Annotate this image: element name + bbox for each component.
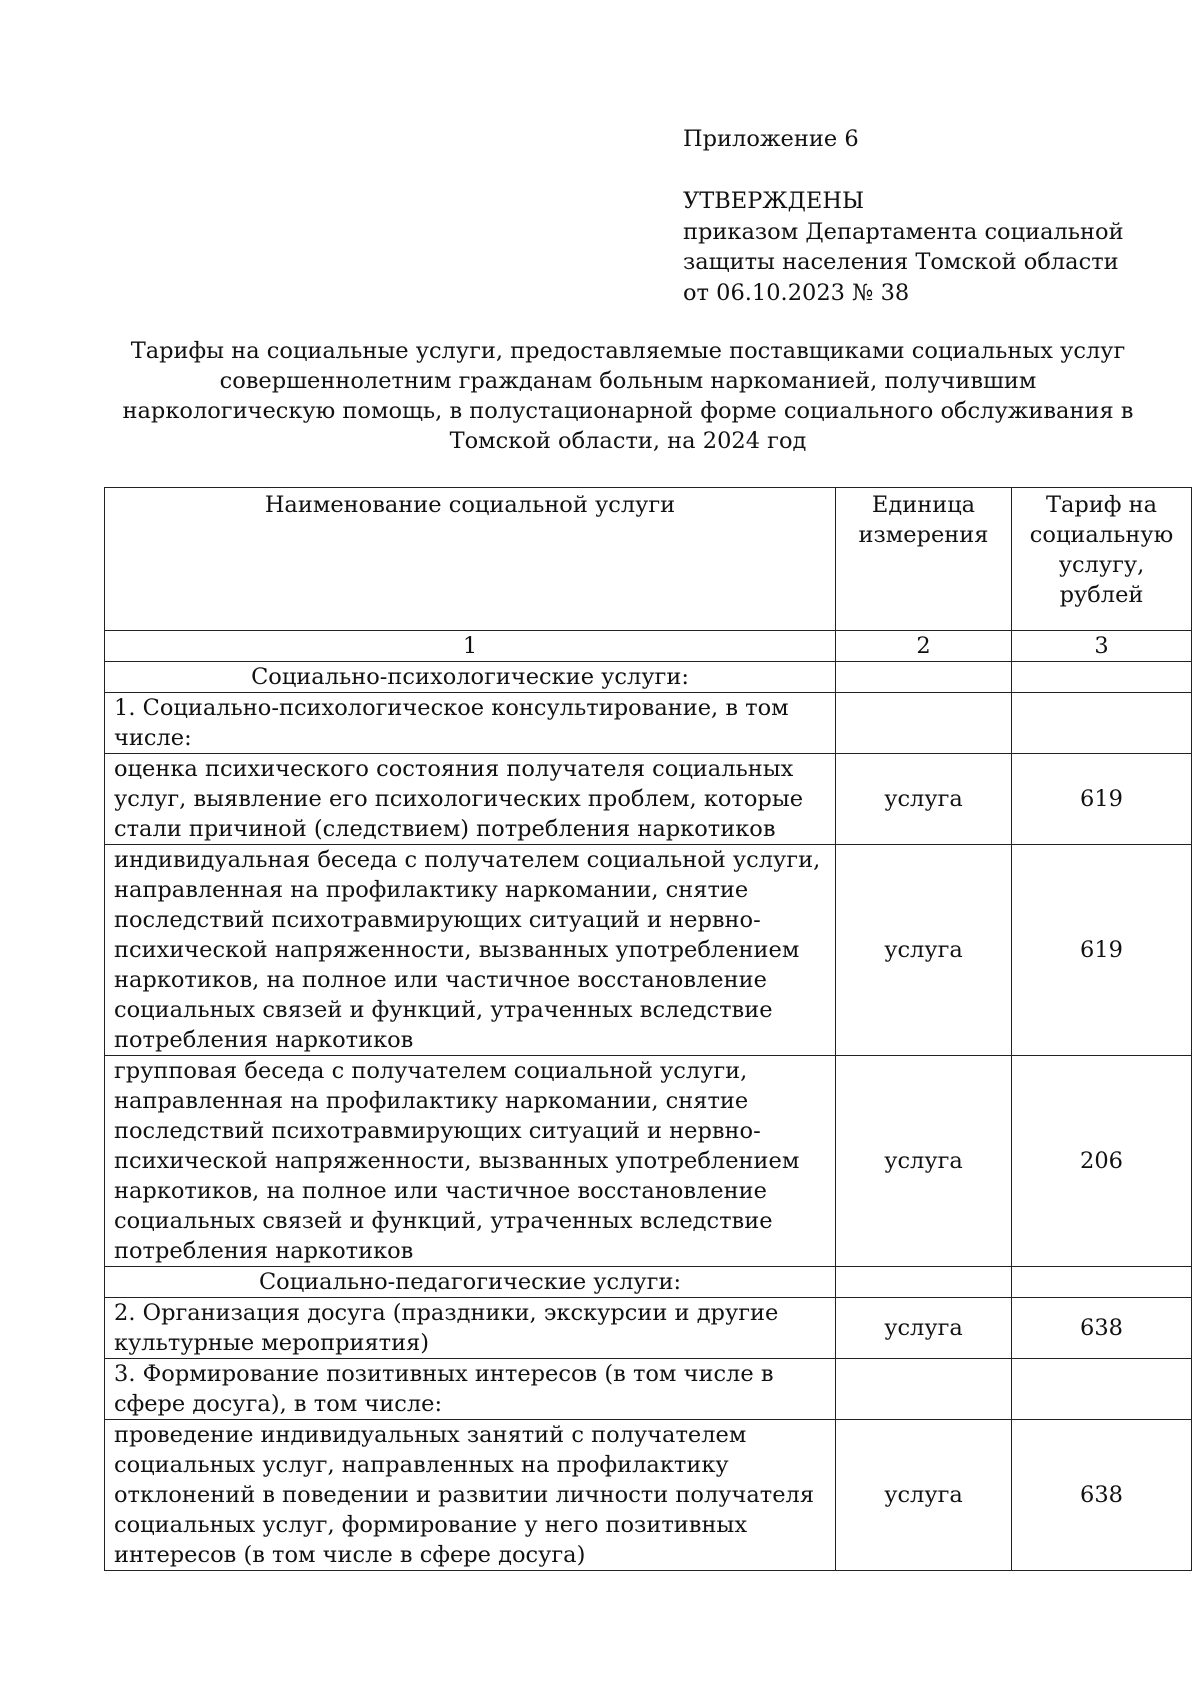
- section-row: [105, 662, 1192, 693]
- tariff-cell: [1012, 1267, 1192, 1298]
- service-name-cell: групповая беседа с получателем социальной услуги, направленная на профилактику наркомании, снятие последствий психотравмирующих ситуаций и нервно-психической напряженности, вызванных употреблением наркотиков, на полное или частичное восстановление социальных связей и функций, утраченных вследствие потребления наркотиков: [105, 1056, 836, 1267]
- approval-block: [683, 186, 1124, 308]
- approval-status: УТВЕРЖДЕНЫ: [683, 188, 865, 214]
- tariff-cell: 206: [1012, 1056, 1192, 1267]
- column-number: 2: [836, 631, 1012, 662]
- service-name-cell: индивидуальная беседа с получателем социальной услуги, направленная на профилактику наркомании, снятие последствий психотравмирующих ситуаций и нервно-психической напряженности, вызванных употреблением наркотиков, на полное или частичное восстановление социальных связей и функций, утраченных вследствие потребления наркотиков: [105, 845, 836, 1056]
- column-header-service-name: Наименование социальной услуги: [105, 488, 836, 631]
- tariffs-table: [104, 487, 1192, 1571]
- column-header-unit: Единица измерения: [836, 488, 1012, 631]
- section-row: [105, 1267, 1192, 1298]
- unit-cell: услуга: [836, 1056, 1012, 1267]
- column-number: 3: [1012, 631, 1192, 662]
- tariff-cell: [1012, 1359, 1192, 1420]
- unit-cell: услуга: [836, 1420, 1012, 1571]
- unit-cell: [836, 1359, 1012, 1420]
- service-row: [105, 845, 1192, 1056]
- service-name-cell: оценка психического состояния получателя социальных услуг, выявление его психологических проблем, которые стали причиной (следствием) потребления наркотиков: [105, 754, 836, 845]
- unit-cell: услуга: [836, 754, 1012, 845]
- approval-line: от 06.10.2023 № 38: [683, 279, 910, 306]
- table-header-row: [105, 488, 1192, 631]
- column-number: 1: [105, 631, 836, 662]
- column-header-tariff: Тариф на социальную услугу, рублей: [1012, 488, 1192, 631]
- document-title: Тарифы на социальные услуги, предоставляемые поставщиками социальных услуг совершеннолетним гражданам больным наркоманией, получившим наркологическую помощь, в полустационарной форме социального обслуживания в Томской области, на 2024 год: [122, 338, 1134, 454]
- service-row: [105, 1056, 1192, 1267]
- service-name-cell: 1. Социально-психологическое консультирование, в том числе:: [105, 693, 836, 754]
- tariff-cell: 619: [1012, 754, 1192, 845]
- tariff-cell: 619: [1012, 845, 1192, 1056]
- service-name-cell: 3. Формирование позитивных интересов (в том числе в сфере досуга), в том числе:: [105, 1359, 836, 1420]
- appendix-label: Приложение 6: [683, 126, 859, 152]
- service-row: [105, 1420, 1192, 1571]
- group-row: [105, 1359, 1192, 1420]
- column-numbers-row: [105, 631, 1192, 662]
- tariff-cell: [1012, 662, 1192, 693]
- tariff-cell: 638: [1012, 1420, 1192, 1571]
- approval-line: защиты населения Томской области: [683, 249, 1119, 275]
- unit-cell: [836, 1267, 1012, 1298]
- unit-cell: услуга: [836, 845, 1012, 1056]
- group-row: [105, 693, 1192, 754]
- unit-cell: услуга: [836, 1298, 1012, 1359]
- service-row: [105, 754, 1192, 845]
- service-name-cell: Социально-психологические услуги:: [105, 662, 836, 693]
- service-row: [105, 1298, 1192, 1359]
- service-name-cell: Социально-педагогические услуги:: [105, 1267, 836, 1298]
- service-name-cell: проведение индивидуальных занятий с получателем социальных услуг, направленных на профилактику отклонений в поведении и развитии личности получателя социальных услуг, формирование у него позитивных интересов (в том числе в сфере досуга): [105, 1420, 836, 1571]
- approval-line: приказом Департамента социальной: [683, 218, 1124, 245]
- unit-cell: [836, 662, 1012, 693]
- unit-cell: [836, 693, 1012, 754]
- tariff-cell: [1012, 693, 1192, 754]
- tariff-cell: 638: [1012, 1298, 1192, 1359]
- service-name-cell: 2. Организация досуга (праздники, экскурсии и другие культурные мероприятия): [105, 1298, 836, 1359]
